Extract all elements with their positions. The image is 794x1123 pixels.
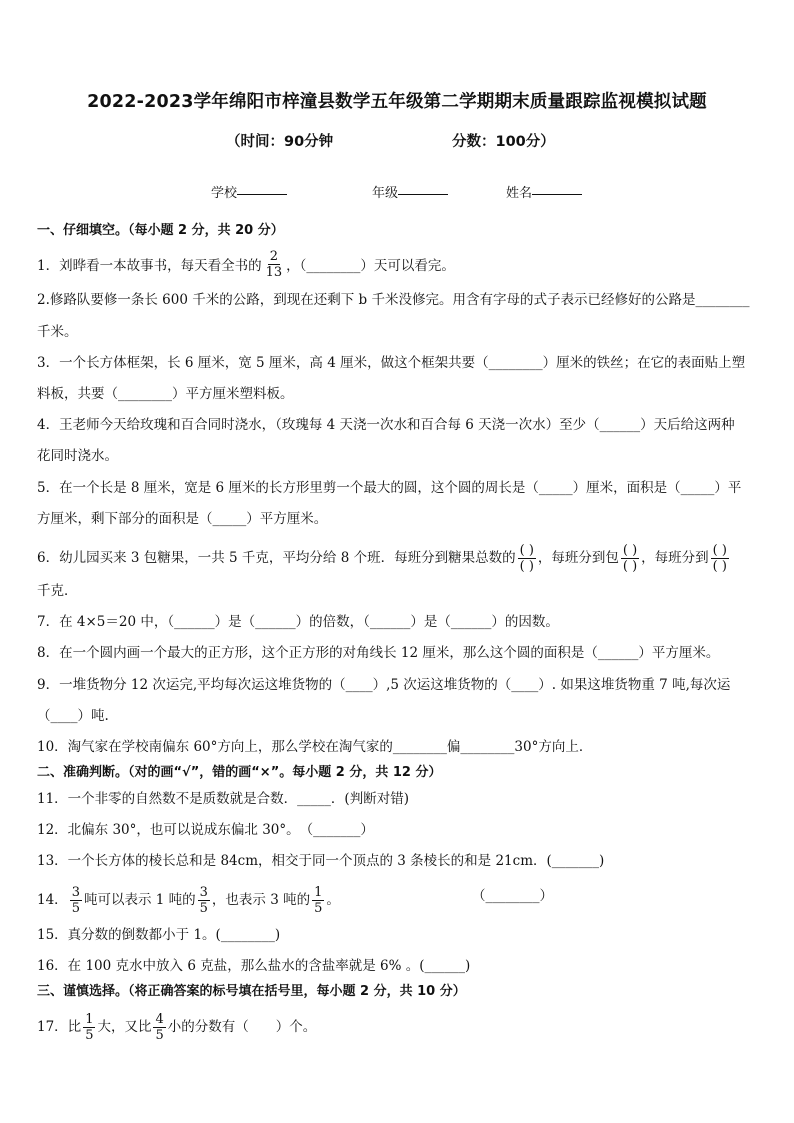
question-14: 14． $\frac{3}{5}$ 吨可以表示 1 吨的 $\frac{3}{5}$ ，也表示 3 吨的 $\frac{1}{5}$ 。 （________） [37, 885, 553, 916]
question-15: 15．真分数的倒数都小于 1。(________) [37, 927, 281, 943]
question-12: 12．北偏东 30°，也可以说成东偏北 30°。 （_______） [37, 822, 374, 838]
school-field[interactable] [211, 182, 237, 201]
question-6-line-2: 千克． [37, 583, 78, 599]
section-3-heading: 三、谨慎选择。（将正确答案的标号填在括号里，每小题 2 分，共 10 分） [37, 984, 466, 999]
time-info: （时间：90分钟 [226, 134, 334, 150]
question-7: 7．在 4×5＝20 中，（______）是（______）的倍数，（______）是（______）的因数。 [37, 614, 559, 630]
page-title: 2022-2023学年绵阳市梓潼县数学五年级第二学期期末质量跟踪监视模拟试题 [87, 92, 707, 112]
name-label: 姓名 [506, 186, 533, 201]
name-field[interactable] [506, 182, 532, 201]
section-1-heading: 一、仔细填空。（每小题 2 分，共 20 分） [37, 223, 284, 238]
question-11: 11．一个非零的自然数不是质数就是合数．_____．(判断对错) [37, 791, 409, 807]
section-2-heading: 二、准确判断。（对的画“√”，错的画“×”。每小题 2 分，共 12 分） [37, 765, 442, 780]
question-16: 16．在 100 克水中放入 6 克盐，那么盐水的含盐率就是 6% 。(______) [37, 958, 471, 974]
blank-fraction[interactable]: $\frac{( )}{( )}$ [519, 543, 534, 574]
question-2-line-1: 2.修路队要修一条长 600 千米的公路，到现在还剩下 b 千米没修完。用含有字母的式子表示已经修好的公路是________ [37, 292, 750, 308]
question-4-line-2: 花同时浇水。 [37, 448, 118, 464]
grade-label: 年级 [372, 186, 399, 201]
fraction-1-5: $\frac{1}{5}$ [85, 1012, 94, 1043]
question-3-line-1: 3．一个长方体框架，长 6 厘米，宽 5 厘米，高 4 厘米，做这个框架共要（________）厘米的铁丝；在它的表面贴上塑 [37, 355, 746, 371]
question-6-line-1: 6．幼儿园买来 3 包糖果，一共 5 千克，平均分给 8 个班．每班分到糖果总数的 $\frac{( )}{( )}$ ，每班分到包 $\frac{( )}{( )}$ ，每班分到 $\frac{( )}{( )}$ [37, 543, 727, 574]
blank-fraction[interactable]: $\frac{( )}{( )}$ [622, 543, 638, 574]
fraction-4-5: $\frac{4}{5}$ [155, 1012, 164, 1043]
question-2-line-2: 千米。 [37, 324, 78, 340]
answer-blank[interactable]: （________） [472, 888, 553, 904]
fraction-3-5: $\frac{3}{5}$ [199, 885, 208, 916]
fraction-3-5: $\frac{3}{5}$ [71, 885, 80, 916]
school-label: 学校 [211, 186, 238, 201]
question-9-line-2: （____）吨. [37, 708, 109, 724]
question-5-line-1: 5．在一个长是 8 厘米，宽是 6 厘米的长方形里剪一个最大的圆，这个圆的周长是（_____）厘米，面积是（_____）平 [37, 480, 742, 496]
question-8: 8．在一个圆内画一个最大的正方形，这个正方形的对角线长 12 厘米，那么这个圆的面积是（______）平方厘米。 [37, 645, 720, 661]
grade-field[interactable] [372, 182, 398, 201]
score-info: 分数：100分） [452, 134, 555, 150]
question-5-line-2: 方厘米，剩下部分的面积是（_____）平方厘米。 [37, 511, 328, 527]
fraction-2-13: $\frac{2}{13}$ [265, 249, 283, 280]
grade-blank[interactable] [398, 182, 448, 195]
question-13: 13．一个长方体的棱长总和是 84cm，相交于同一个顶点的 3 条棱长的和是 21cm．(_______) [37, 853, 605, 869]
school-blank[interactable] [237, 182, 287, 195]
blank-fraction[interactable]: $\frac{( )}{( )}$ [712, 543, 727, 574]
question-9-line-1: 9．一堆货物分 12 次运完,平均每次运这堆货物的（____）,5 次运这堆货物的（____）. 如果这堆货物重 7 吨,每次运 [37, 677, 731, 693]
question-10: 10．淘气家在学校南偏东 60°方向上，那么学校在淘气家的________偏________30°方向上． [37, 739, 593, 755]
question-17: 17．比 $\frac{1}{5}$ 大，又比 $\frac{4}{5}$ 小的分数有（ ）个。 [37, 1012, 317, 1043]
question-3-line-2: 料板，共要（________）平方厘米塑料板。 [37, 386, 294, 402]
question-4-line-1: 4．王老师今天给玫瑰和百合同时浇水，（玫瑰每 4 天浇一次水和百合每 6 天浇一次水）至少（______）天后给这两种 [37, 417, 735, 433]
fraction-1-5: $\frac{1}{5}$ [314, 885, 323, 916]
question-1: 1．刘晔看一本故事书，每天看全书的 $\frac{2}{13}$ ，（________）天可以看完。 [37, 249, 455, 280]
name-blank[interactable] [532, 182, 582, 195]
